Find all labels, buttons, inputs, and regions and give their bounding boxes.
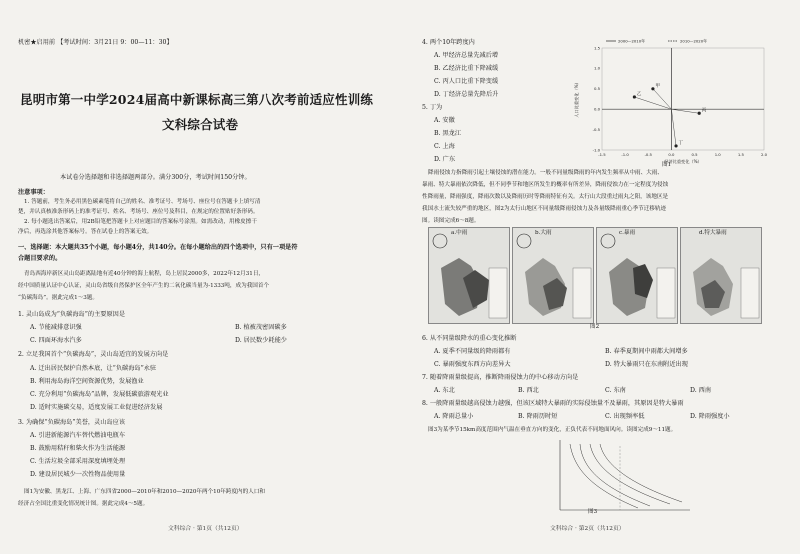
figure-3-caption: 图3 (588, 509, 598, 515)
question-6: 6. 从不同量级降水的重心变化推断 (422, 335, 517, 342)
option-1a: A. 节能减排意识强 (30, 324, 82, 331)
passage-line: “负碳海岛”。据此完成1～3题。 (18, 295, 98, 301)
option-8d: D. 降雨强度小 (690, 413, 730, 420)
option-3a: A. 引进新能源汽车替代燃油电瓶车 (30, 432, 126, 439)
option-6a: A. 夏季不同量级的降雨都有 (434, 348, 511, 355)
x-axis-label: 经济比重变化（%） (664, 159, 702, 164)
map-a (428, 227, 510, 324)
plot-frame (602, 48, 764, 150)
option-5b: B. 黑龙江 (434, 130, 462, 137)
notice-line: 楚，并认真核准条形码上的准考证号、姓名、考场号、座位号及科目，在规定的位置贴好条形码。 (18, 209, 259, 215)
map-label: d.特大暴雨 (699, 230, 727, 236)
chart-marks (633, 82, 707, 148)
x-tick-label: 0.5 (691, 152, 698, 157)
passage2-line: 性降雨量，降雨强度，降雨次数以及降雨历时等降雨特征有关。太行山大段重过雨丸之阳，该地区是 (422, 194, 669, 200)
question-2: 2. 立足我国首个“负碳海岛”，灵山岛适宜的发展方向是 (18, 351, 169, 358)
notice-line: 净后，再选涂其他答案标号。答在试卷上的答案无效。 (18, 229, 153, 235)
notice-line: 1. 答题前，考生务必用黑色碳素笔将自己的姓名、准考证号、考场号、座位号在答题卡上填写清 (24, 199, 261, 205)
x-tick-label: 0.0 (668, 152, 675, 157)
option-6c: C. 暴雨强度东西方向差异大 (434, 361, 511, 368)
passage-line: 经中国质量认证中心认证，灵山岛省级自然保护区全年产生的二氧化碳当量为-1333吨，成为我国首个 (18, 283, 270, 289)
intro-text: 本试卷分选择题和非选择题两部分。满分300分，考试时间150分钟。 (60, 174, 251, 181)
passage2-line: 降雨侵蚀力指降雨引起土壤侵蚀的潜在能力。一般不同量级降雨的年内发生频率从中雨、大雨、 (428, 170, 663, 176)
map-d (680, 227, 762, 324)
y-tick-label: -1.0 (592, 147, 600, 153)
option-2c: C. 充分利用“负碳海岛”品牌，发展低碳旅游观光业 (30, 391, 169, 398)
option-1d: D. 居民数少耗能少 (235, 337, 287, 344)
figure-1-caption: 图1 (662, 162, 672, 168)
option-5c: C. 上海 (434, 143, 455, 150)
data-label: 丁 (678, 140, 684, 146)
data-label: 乙 (636, 91, 642, 97)
passage2-line: 图。读图完成6～8题。 (422, 218, 480, 224)
option-4a: A. 甲经济总量先减后增 (434, 52, 499, 59)
passage-line: 青岛西海岸新区灵山岛距离陆地有近40分钟的海上航程，岛上居民2000多，2022年12月31日， (24, 271, 265, 277)
option-3c: C. 生活垃圾全部采用深度填埋处理 (30, 458, 126, 465)
map-shape (597, 228, 677, 323)
x-tick-label: 1.5 (737, 152, 744, 157)
option-7d: D. 西南 (690, 387, 712, 394)
data-arrow (671, 109, 699, 113)
option-6b: B. 春季夏期间中雨都大间增多 (605, 348, 688, 355)
data-arrow (671, 109, 676, 146)
data-point (698, 112, 701, 115)
header-line: 机密★启用前 【考试时间：3月21日 9：00—11：30】 (18, 39, 173, 46)
y-tick-label: -0.5 (592, 126, 600, 132)
data-point (633, 95, 636, 98)
map-label: a.中雨 (451, 230, 468, 236)
y-tick-label: 1.5 (593, 45, 600, 51)
option-2b: B. 利用海岛海洋空间资源优势，发展渔业 (30, 378, 144, 385)
legend-entry: 2010—2020年 (680, 38, 707, 44)
option-4c: C. 丙人口比重下降变缓 (434, 78, 499, 85)
map-label: c.暴雨 (619, 230, 636, 236)
exam-subtitle: 文科综合试卷 (162, 117, 239, 132)
figure-intro: 图1为安徽、黑龙江、上海、广东四省2000—2010年和2010—2020年两个10年跨度内的人口和 (24, 489, 266, 495)
legend-entry: 2000—2010年 (618, 38, 645, 44)
data-label: 甲 (655, 83, 660, 89)
figure-1-chart (568, 34, 768, 166)
option-4d: D. 丁经济总量先降后升 (434, 91, 499, 98)
y-tick-label: 0.5 (593, 86, 600, 92)
option-2a: A. 迁出居民保护自然本底，让“负碳海岛”永驻 (30, 365, 157, 372)
section-heading-cont: 合题目要求的。 (18, 255, 62, 262)
question-4: 4. 两个10年跨度内 (422, 39, 475, 46)
option-3d: D. 建设居民城少一次性物品使用量 (30, 471, 126, 478)
question-1: 1. 灵山岛成为“负碳海岛”的主要原因是 (18, 311, 126, 318)
section-heading: 一、选择题：本大题共35个小题，每小题4分，共140分。在每小题给出的四个选项中，只有一项是符 (18, 244, 298, 251)
option-6d: D. 特大暴雨只在东南附近出现 (605, 361, 688, 368)
option-7c: C. 东南 (605, 387, 626, 394)
data-point (674, 144, 677, 147)
map-shape (681, 228, 761, 323)
option-4b: B. 乙经济比重下降减缓 (434, 65, 499, 72)
figure-intro: 经济占全国比重变化情况统计图。据此完成4～5题。 (18, 501, 149, 507)
option-8b: B. 降雨历时短 (518, 413, 558, 420)
option-8a: A. 降雨总量小 (434, 413, 474, 420)
option-8c: C. 出现频率低 (605, 413, 645, 420)
passage2-line: 我国水土流失较严重的地区，图2为太行山地区不同量级降雨侵蚀力及各量级降雨重心季节迁移轨迹 (422, 206, 667, 212)
chart-axes (573, 39, 768, 166)
page-footer: 文科综合 · 第1页（共12页） (168, 526, 243, 532)
y-tick-label: 0.0 (593, 106, 600, 112)
x-tick-label: 1.0 (714, 152, 721, 157)
option-7b: B. 西北 (518, 387, 539, 394)
option-5d: D. 广东 (434, 156, 456, 163)
x-tick-label: -1.5 (598, 152, 606, 157)
page-footer: 文科综合 · 第2页（共12页） (550, 526, 625, 532)
notice-line: 2. 每小题选出答案后，用2B铅笔把答题卡上对应题目的答案标号涂黑。如需改动，用橡皮擦干 (24, 219, 257, 225)
exam-page-right (400, 0, 800, 554)
map-shape (513, 228, 593, 323)
question-7: 7. 随着降雨量级提高，推断降雨侵蚀力的中心移动方向是 (422, 374, 579, 381)
figure-2-caption: 图2 (590, 324, 600, 330)
question-8: 8. 一般降雨量级越高侵蚀力越强，但该区域特大暴雨的实际侵蚀量不及暴雨，其原因是特大暴雨 (422, 400, 684, 407)
y-tick-label: 1.0 (593, 65, 600, 71)
y-axis-label: 人口比重变化（%） (574, 80, 579, 118)
option-2d: D. 适时实施碳交易，适度发展工业促进经济发展 (30, 404, 163, 411)
x-tick-label: -1.0 (621, 152, 629, 157)
notice-title: 注意事项： (18, 189, 49, 196)
question-3: 3. 为确保“负碳海岛”美誉，灵山岛应该 (18, 419, 126, 426)
passage2-line: 暴雨、特大暴雨依次降低，但不同季节和地区所发生的概率有所差异，降雨侵蚀力在一定程度为侵蚀 (422, 182, 669, 188)
exam-title: 昆明市第一中学2024届高中新课标高三第八次考前适应性训练 (20, 92, 374, 107)
map-label: b.大雨 (535, 230, 552, 236)
question-5: 5. 丁为 (422, 104, 443, 111)
map-b (512, 227, 594, 324)
x-tick-label: -0.5 (644, 152, 652, 157)
option-5a: A. 安徽 (434, 117, 455, 124)
option-1b: B. 植被茂密固碳多 (235, 324, 287, 331)
x-tick-label: 2.0 (760, 152, 768, 157)
option-7a: A. 东北 (434, 387, 455, 394)
map-shape (429, 228, 509, 323)
figure-3-chart (520, 436, 695, 516)
option-1c: C. 四面环海水汽多 (30, 337, 82, 344)
figure-3-intro: 图3为某季节15km高度范围内气温在垂直方向的变化，正负代表不同地面风向。读图完成9～11题。 (428, 427, 677, 433)
map-c (596, 227, 678, 324)
option-3b: B. 鼓励用秸秆和柴火作为生活能源 (30, 445, 126, 452)
data-label: 丙 (701, 108, 707, 114)
data-point (651, 87, 654, 90)
